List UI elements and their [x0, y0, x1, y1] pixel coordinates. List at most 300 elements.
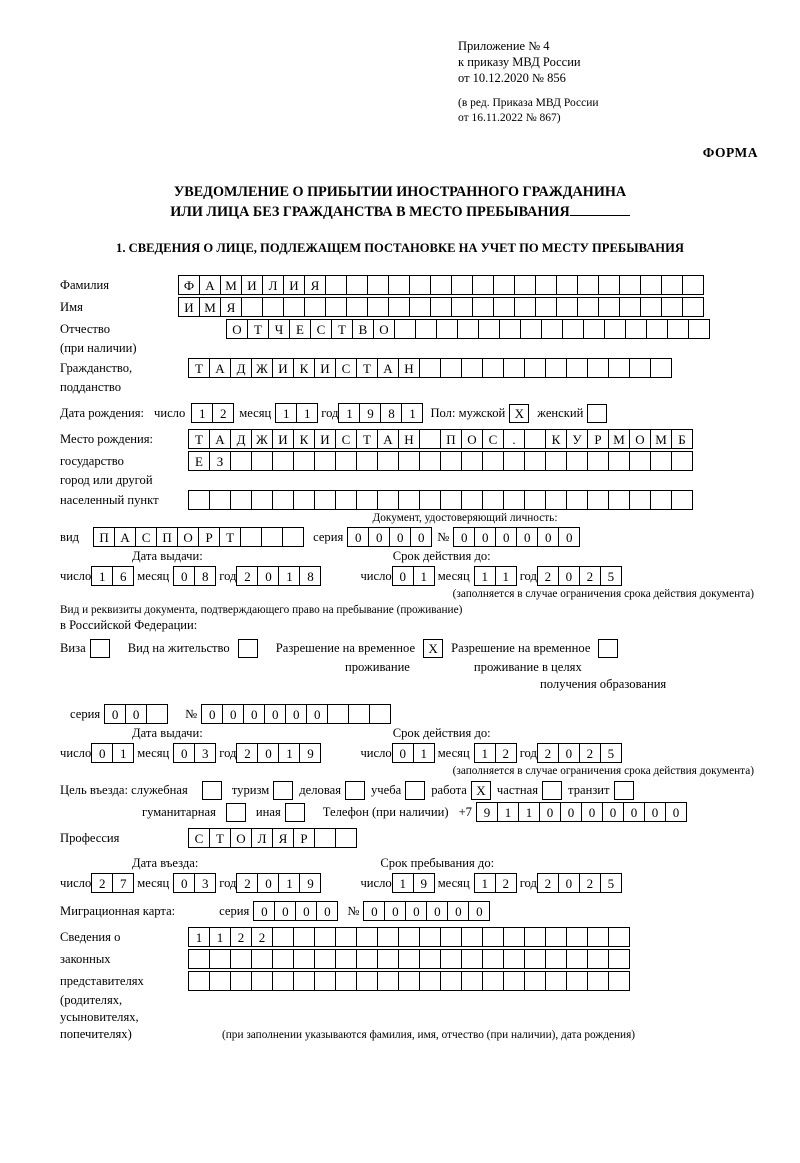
char-box[interactable]: М — [608, 429, 630, 449]
char-box[interactable] — [440, 451, 462, 471]
char-box[interactable]: Я — [220, 297, 242, 317]
char-box[interactable] — [419, 949, 441, 969]
char-box[interactable]: Е — [188, 451, 210, 471]
char-box[interactable] — [524, 358, 546, 378]
char-box[interactable]: Н — [398, 358, 420, 378]
char-box[interactable]: 0 — [537, 527, 559, 547]
birth-place-line3-boxes[interactable] — [188, 490, 692, 510]
char-box[interactable]: 0 — [560, 802, 582, 822]
char-box[interactable] — [562, 319, 584, 339]
purpose-transit-checkbox[interactable] — [614, 781, 634, 800]
char-box[interactable]: Н — [398, 429, 420, 449]
char-box[interactable] — [377, 971, 399, 991]
char-box[interactable] — [369, 704, 391, 724]
char-box[interactable] — [608, 490, 630, 510]
char-box[interactable]: 0 — [285, 704, 307, 724]
char-box[interactable]: 0 — [468, 901, 490, 921]
birth-place-country-boxes[interactable] — [188, 429, 692, 449]
char-box[interactable] — [335, 949, 357, 969]
char-box[interactable]: 0 — [173, 873, 195, 893]
char-box[interactable]: 0 — [516, 527, 538, 547]
char-box[interactable] — [188, 949, 210, 969]
char-box[interactable]: Л — [251, 828, 273, 848]
char-box[interactable] — [566, 949, 588, 969]
char-box[interactable]: 1 — [209, 927, 231, 947]
char-box[interactable] — [398, 949, 420, 969]
char-box[interactable]: А — [377, 429, 399, 449]
char-box[interactable]: О — [373, 319, 395, 339]
char-box[interactable]: 2 — [236, 566, 258, 586]
purpose-private-checkbox[interactable] — [542, 781, 562, 800]
char-box[interactable]: 8 — [380, 403, 402, 423]
char-box[interactable] — [614, 781, 634, 800]
char-box[interactable] — [566, 490, 588, 510]
char-box[interactable]: С — [135, 527, 157, 547]
char-box[interactable] — [440, 949, 462, 969]
char-box[interactable] — [209, 971, 231, 991]
char-box[interactable] — [304, 297, 326, 317]
char-box[interactable]: 6 — [112, 566, 134, 586]
char-box[interactable] — [430, 297, 452, 317]
purpose-tourism-checkbox[interactable] — [273, 781, 293, 800]
char-box[interactable] — [272, 971, 294, 991]
char-box[interactable]: 7 — [112, 873, 134, 893]
phone-boxes[interactable] — [476, 802, 686, 822]
char-box[interactable]: 5 — [600, 873, 622, 893]
char-box[interactable]: С — [335, 358, 357, 378]
char-box[interactable]: 5 — [600, 566, 622, 586]
char-box[interactable]: 1 — [191, 403, 213, 423]
char-box[interactable]: С — [188, 828, 210, 848]
sex-male-checkbox[interactable] — [509, 404, 529, 423]
char-box[interactable] — [251, 949, 273, 969]
char-box[interactable]: 2 — [236, 873, 258, 893]
char-box[interactable]: 8 — [299, 566, 321, 586]
char-box[interactable] — [377, 927, 399, 947]
char-box[interactable]: 2 — [230, 927, 252, 947]
char-box[interactable]: 0 — [253, 901, 275, 921]
purpose-business-checkbox[interactable] — [345, 781, 365, 800]
char-box[interactable]: 0 — [665, 802, 687, 822]
char-box[interactable]: 1 — [413, 743, 435, 763]
char-box[interactable] — [556, 297, 578, 317]
char-box[interactable]: 1 — [278, 873, 300, 893]
char-box[interactable]: 1 — [278, 743, 300, 763]
char-box[interactable] — [314, 949, 336, 969]
char-box[interactable] — [524, 971, 546, 991]
char-box[interactable]: 1 — [91, 566, 113, 586]
char-box[interactable]: А — [209, 358, 231, 378]
doc-series-boxes[interactable] — [347, 527, 431, 547]
char-box[interactable]: 0 — [91, 743, 113, 763]
doc-valid-year-boxes[interactable] — [537, 566, 621, 586]
char-box[interactable] — [608, 949, 630, 969]
purpose-official-checkbox[interactable] — [202, 781, 222, 800]
char-box[interactable] — [419, 490, 441, 510]
char-box[interactable] — [230, 971, 252, 991]
char-box[interactable] — [293, 451, 315, 471]
char-box[interactable]: 0 — [368, 527, 390, 547]
edu-residence-checkbox[interactable] — [598, 639, 618, 658]
char-box[interactable] — [671, 451, 693, 471]
char-box[interactable]: И — [178, 297, 200, 317]
char-box[interactable]: П — [93, 527, 115, 547]
char-box[interactable] — [524, 949, 546, 969]
char-box[interactable] — [419, 927, 441, 947]
doc-kind-boxes[interactable] — [93, 527, 303, 547]
char-box[interactable]: 0 — [392, 566, 414, 586]
visa-checkbox[interactable] — [90, 639, 110, 658]
char-box[interactable] — [542, 781, 562, 800]
char-box[interactable]: 0 — [243, 704, 265, 724]
char-box[interactable]: А — [114, 527, 136, 547]
char-box[interactable] — [230, 490, 252, 510]
char-box[interactable]: X — [423, 639, 443, 658]
char-box[interactable] — [566, 451, 588, 471]
char-box[interactable]: 1 — [392, 873, 414, 893]
birth-year-boxes[interactable] — [338, 403, 422, 423]
char-box[interactable] — [535, 297, 557, 317]
char-box[interactable] — [478, 319, 500, 339]
char-box[interactable] — [682, 297, 704, 317]
char-box[interactable] — [604, 319, 626, 339]
char-box[interactable] — [619, 297, 641, 317]
char-box[interactable]: 1 — [495, 566, 517, 586]
char-box[interactable]: 0 — [104, 704, 126, 724]
char-box[interactable] — [587, 451, 609, 471]
char-box[interactable]: Р — [198, 527, 220, 547]
char-box[interactable] — [405, 781, 425, 800]
char-box[interactable] — [348, 704, 370, 724]
char-box[interactable] — [625, 319, 647, 339]
char-box[interactable]: . — [503, 429, 525, 449]
char-box[interactable] — [251, 971, 273, 991]
permit-issue-day-boxes[interactable] — [91, 743, 133, 763]
char-box[interactable] — [545, 927, 567, 947]
sex-female-checkbox[interactable] — [587, 404, 607, 423]
char-box[interactable]: 0 — [410, 527, 432, 547]
char-box[interactable]: 0 — [173, 566, 195, 586]
char-box[interactable]: С — [482, 429, 504, 449]
stay-year-boxes[interactable] — [537, 873, 621, 893]
char-box[interactable] — [598, 297, 620, 317]
char-box[interactable] — [293, 490, 315, 510]
char-box[interactable]: Т — [219, 527, 241, 547]
char-box[interactable]: И — [283, 275, 305, 295]
char-box[interactable] — [587, 949, 609, 969]
char-box[interactable] — [314, 451, 336, 471]
char-box[interactable] — [608, 358, 630, 378]
char-box[interactable]: 1 — [413, 566, 435, 586]
char-box[interactable]: 0 — [581, 802, 603, 822]
birth-place-city-boxes[interactable] — [188, 451, 692, 471]
purpose-humanitarian-checkbox[interactable] — [226, 803, 246, 822]
char-box[interactable] — [409, 275, 431, 295]
char-box[interactable] — [646, 319, 668, 339]
char-box[interactable] — [482, 358, 504, 378]
char-box[interactable] — [209, 490, 231, 510]
char-box[interactable] — [356, 927, 378, 947]
char-box[interactable] — [262, 297, 284, 317]
char-box[interactable] — [629, 358, 651, 378]
char-box[interactable] — [503, 451, 525, 471]
char-box[interactable]: И — [272, 358, 294, 378]
char-box[interactable] — [577, 275, 599, 295]
char-box[interactable]: 0 — [257, 566, 279, 586]
char-box[interactable]: 0 — [264, 704, 286, 724]
char-box[interactable]: Т — [188, 429, 210, 449]
purpose-work-checkbox[interactable] — [471, 781, 491, 800]
char-box[interactable] — [293, 971, 315, 991]
char-box[interactable]: 0 — [392, 743, 414, 763]
char-box[interactable] — [608, 451, 630, 471]
char-box[interactable] — [261, 527, 283, 547]
char-box[interactable]: Ф — [178, 275, 200, 295]
char-box[interactable] — [409, 297, 431, 317]
char-box[interactable] — [440, 358, 462, 378]
purpose-study-checkbox[interactable] — [405, 781, 425, 800]
char-box[interactable] — [335, 971, 357, 991]
char-box[interactable] — [482, 971, 504, 991]
char-box[interactable] — [325, 297, 347, 317]
char-box[interactable] — [356, 490, 378, 510]
char-box[interactable]: Ж — [251, 429, 273, 449]
doc-valid-month-boxes[interactable] — [474, 566, 516, 586]
char-box[interactable]: 3 — [194, 873, 216, 893]
char-box[interactable] — [566, 971, 588, 991]
char-box[interactable] — [430, 275, 452, 295]
char-box[interactable] — [367, 275, 389, 295]
entry-month-boxes[interactable] — [173, 873, 215, 893]
char-box[interactable] — [461, 949, 483, 969]
char-box[interactable]: 9 — [299, 743, 321, 763]
doc-issue-month-boxes[interactable] — [173, 566, 215, 586]
char-box[interactable] — [226, 803, 246, 822]
char-box[interactable]: 1 — [278, 566, 300, 586]
char-box[interactable] — [188, 490, 210, 510]
char-box[interactable]: 0 — [447, 901, 469, 921]
char-box[interactable] — [440, 927, 462, 947]
char-box[interactable] — [272, 927, 294, 947]
char-box[interactable] — [377, 949, 399, 969]
char-box[interactable] — [346, 275, 368, 295]
char-box[interactable] — [238, 639, 258, 658]
char-box[interactable]: 0 — [453, 527, 475, 547]
migration-number-boxes[interactable] — [363, 901, 489, 921]
char-box[interactable] — [545, 490, 567, 510]
char-box[interactable] — [472, 275, 494, 295]
permit-issue-year-boxes[interactable] — [236, 743, 320, 763]
char-box[interactable]: Л — [262, 275, 284, 295]
char-box[interactable] — [671, 490, 693, 510]
char-box[interactable]: 2 — [579, 743, 601, 763]
char-box[interactable]: 2 — [236, 743, 258, 763]
char-box[interactable]: 0 — [426, 901, 448, 921]
char-box[interactable]: З — [209, 451, 231, 471]
doc-issue-day-boxes[interactable] — [91, 566, 133, 586]
char-box[interactable]: А — [377, 358, 399, 378]
char-box[interactable] — [629, 490, 651, 510]
char-box[interactable]: Р — [587, 429, 609, 449]
char-box[interactable]: К — [293, 429, 315, 449]
char-box[interactable] — [587, 927, 609, 947]
char-box[interactable]: 0 — [474, 527, 496, 547]
char-box[interactable] — [451, 297, 473, 317]
permit-number-boxes[interactable] — [201, 704, 390, 724]
char-box[interactable] — [650, 490, 672, 510]
char-box[interactable] — [493, 275, 515, 295]
stay-month-boxes[interactable] — [474, 873, 516, 893]
char-box[interactable] — [503, 971, 525, 991]
char-box[interactable]: 1 — [518, 802, 540, 822]
legal-rep-row2-boxes[interactable] — [188, 949, 629, 969]
char-box[interactable]: 3 — [194, 743, 216, 763]
char-box[interactable] — [619, 275, 641, 295]
char-box[interactable] — [524, 451, 546, 471]
char-box[interactable] — [461, 971, 483, 991]
char-box[interactable]: 9 — [359, 403, 381, 423]
char-box[interactable]: О — [461, 429, 483, 449]
char-box[interactable] — [415, 319, 437, 339]
char-box[interactable] — [314, 971, 336, 991]
name-boxes[interactable] — [178, 297, 703, 317]
temp-residence-checkbox[interactable] — [423, 639, 443, 658]
char-box[interactable] — [440, 490, 462, 510]
char-box[interactable]: 1 — [112, 743, 134, 763]
char-box[interactable] — [493, 297, 515, 317]
char-box[interactable] — [577, 297, 599, 317]
char-box[interactable]: К — [545, 429, 567, 449]
char-box[interactable]: П — [440, 429, 462, 449]
char-box[interactable]: 0 — [558, 743, 580, 763]
char-box[interactable]: 0 — [363, 901, 385, 921]
legal-rep-row1-boxes[interactable] — [188, 927, 629, 947]
char-box[interactable] — [327, 704, 349, 724]
char-box[interactable]: 1 — [401, 403, 423, 423]
char-box[interactable] — [272, 949, 294, 969]
char-box[interactable] — [293, 927, 315, 947]
char-box[interactable] — [629, 451, 651, 471]
char-box[interactable] — [524, 927, 546, 947]
char-box[interactable]: Т — [356, 358, 378, 378]
profession-boxes[interactable] — [188, 828, 356, 848]
doc-number-boxes[interactable] — [453, 527, 579, 547]
char-box[interactable] — [346, 297, 368, 317]
char-box[interactable] — [661, 275, 683, 295]
char-box[interactable]: X — [509, 404, 529, 423]
char-box[interactable] — [524, 429, 546, 449]
char-box[interactable]: 9 — [299, 873, 321, 893]
char-box[interactable] — [598, 639, 618, 658]
char-box[interactable] — [587, 490, 609, 510]
char-box[interactable] — [545, 451, 567, 471]
char-box[interactable] — [524, 490, 546, 510]
char-box[interactable] — [640, 297, 662, 317]
char-box[interactable] — [283, 297, 305, 317]
char-box[interactable]: 0 — [389, 527, 411, 547]
char-box[interactable]: 0 — [602, 802, 624, 822]
char-box[interactable]: 0 — [173, 743, 195, 763]
char-box[interactable] — [202, 781, 222, 800]
char-box[interactable] — [472, 297, 494, 317]
char-box[interactable] — [314, 828, 336, 848]
char-box[interactable]: 9 — [476, 802, 498, 822]
char-box[interactable] — [503, 490, 525, 510]
char-box[interactable]: О — [177, 527, 199, 547]
char-box[interactable] — [388, 275, 410, 295]
char-box[interactable] — [377, 490, 399, 510]
char-box[interactable]: Р — [293, 828, 315, 848]
char-box[interactable] — [514, 297, 536, 317]
char-box[interactable]: 0 — [644, 802, 666, 822]
char-box[interactable]: 2 — [251, 927, 273, 947]
char-box[interactable]: О — [629, 429, 651, 449]
residence-permit-checkbox[interactable] — [238, 639, 258, 658]
char-box[interactable]: И — [241, 275, 263, 295]
char-box[interactable] — [356, 971, 378, 991]
char-box[interactable] — [545, 358, 567, 378]
doc-valid-day-boxes[interactable] — [392, 566, 434, 586]
char-box[interactable]: П — [156, 527, 178, 547]
permit-series-boxes[interactable] — [104, 704, 167, 724]
char-box[interactable]: 0 — [347, 527, 369, 547]
char-box[interactable] — [251, 490, 273, 510]
birth-month-boxes[interactable] — [275, 403, 317, 423]
char-box[interactable] — [314, 927, 336, 947]
char-box[interactable] — [587, 971, 609, 991]
char-box[interactable] — [566, 358, 588, 378]
legal-rep-row3-boxes[interactable] — [188, 971, 629, 991]
char-box[interactable]: А — [199, 275, 221, 295]
char-box[interactable] — [419, 429, 441, 449]
char-box[interactable]: 1 — [296, 403, 318, 423]
birth-day-boxes[interactable] — [191, 403, 233, 423]
surname-boxes[interactable] — [178, 275, 703, 295]
char-box[interactable] — [356, 949, 378, 969]
char-box[interactable] — [188, 971, 210, 991]
char-box[interactable]: Т — [356, 429, 378, 449]
char-box[interactable] — [608, 971, 630, 991]
permit-valid-month-boxes[interactable] — [474, 743, 516, 763]
char-box[interactable] — [398, 927, 420, 947]
char-box[interactable]: У — [566, 429, 588, 449]
doc-issue-year-boxes[interactable] — [236, 566, 320, 586]
char-box[interactable]: Д — [230, 429, 252, 449]
char-box[interactable] — [398, 490, 420, 510]
char-box[interactable] — [325, 275, 347, 295]
char-box[interactable] — [377, 451, 399, 471]
char-box[interactable]: В — [352, 319, 374, 339]
char-box[interactable]: 1 — [188, 927, 210, 947]
char-box[interactable]: 8 — [194, 566, 216, 586]
char-box[interactable]: 0 — [306, 704, 328, 724]
char-box[interactable] — [457, 319, 479, 339]
char-box[interactable] — [272, 451, 294, 471]
char-box[interactable]: 0 — [295, 901, 317, 921]
char-box[interactable]: С — [310, 319, 332, 339]
char-box[interactable] — [545, 971, 567, 991]
char-box[interactable] — [451, 275, 473, 295]
char-box[interactable]: 0 — [623, 802, 645, 822]
char-box[interactable]: 0 — [274, 901, 296, 921]
char-box[interactable] — [682, 275, 704, 295]
char-box[interactable] — [440, 971, 462, 991]
migration-series-boxes[interactable] — [253, 901, 337, 921]
stay-day-boxes[interactable] — [392, 873, 434, 893]
char-box[interactable] — [541, 319, 563, 339]
char-box[interactable] — [661, 297, 683, 317]
char-box[interactable]: И — [314, 429, 336, 449]
